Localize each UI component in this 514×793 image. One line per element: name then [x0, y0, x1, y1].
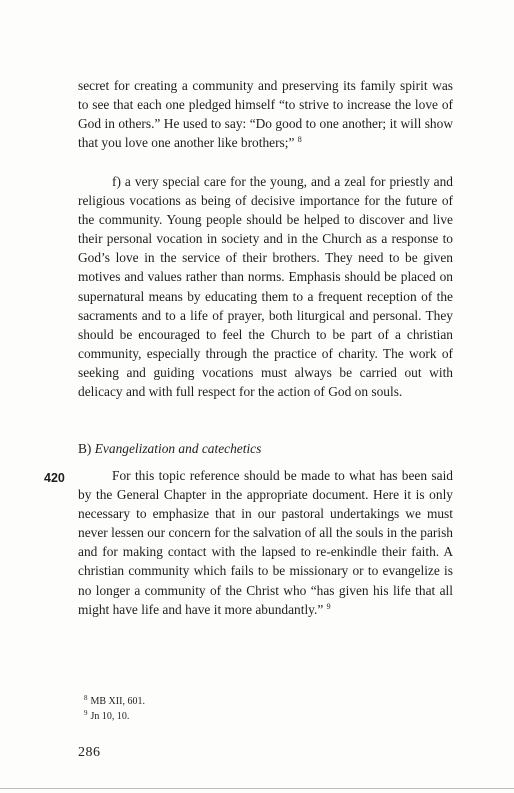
paragraph-f [78, 172, 453, 401]
footnote-mark: 9 [84, 708, 88, 717]
footnote [84, 695, 145, 710]
section-letter: B) [78, 441, 92, 456]
footnote-reference: 9 [326, 601, 331, 611]
paragraph-text: For this topic reference should be made to what has been said by the General Chapter in the appropriate document. Here it is only necessary to emphasize that in our pastoral undertakings we must never lessen our concern for the salvation of all the souls in the parish and for making contact with the lapsed to re-enkindle their faith. A christian community which fails to be missionary or to evangelize is no longer a community of the Christ who “has given his life that all might have life and have it more abundantly.” [78, 468, 453, 617]
footnote-text: MB XII, 601. [90, 696, 145, 707]
page-number: 286 [78, 745, 101, 760]
paragraph-continuation [78, 76, 453, 152]
footnotes [84, 695, 145, 724]
paragraph-text: f) a very special care for the young, and a zeal for priestly and religious vocations as being of decisive importance for the future of the community. Young people should be helped to discover and live their personal vocation in society and in the Church as a response to God’s love in the service of their brothers. They need to be given motives and values rather than norms. Emphasis should be placed on supernatural means by educating them to a frequent reception of the sacraments and to a life of prayer, both liturgical and personal. They should be encouraged to feel the Church to be part of a christian community, especially through the practice of charity. The work of seeking and guiding vocations must always be carried out with delicacy and with full respect for the action of God on souls. [78, 174, 453, 400]
section-title: Evangelization and catechetics [94, 441, 262, 456]
footnote [84, 710, 145, 725]
footnote-mark: 8 [84, 694, 88, 702]
section-heading [78, 439, 261, 458]
paragraph-420 [78, 466, 453, 619]
paragraph-text: secret for creating a community and preserving its family spirit was to see that each one pledged himself “to strive to increase the love of God in others.” He used to say: “Do good to one another; it will show that you love one another like brothers;” [78, 78, 453, 151]
footnote-reference: 8 [297, 135, 302, 145]
footnote-text: Jn 10, 10. [90, 710, 130, 722]
margin-paragraph-number: 420 [44, 471, 65, 485]
scan-edge-divider [0, 788, 514, 789]
